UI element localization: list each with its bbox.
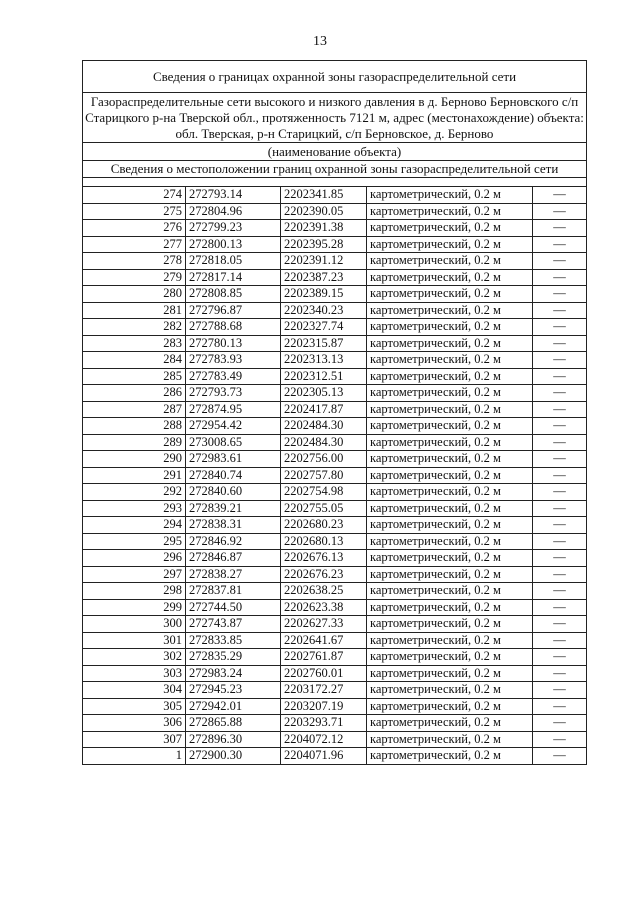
point-number: 294	[83, 517, 186, 534]
accuracy-note: —	[533, 533, 587, 550]
table-row	[83, 335, 586, 352]
coord-x: 272804.96	[186, 203, 281, 220]
coord-x: 272817.14	[186, 269, 281, 286]
table-row	[83, 467, 586, 484]
determination-method: картометрический, 0.2 м	[367, 302, 533, 319]
table-row	[83, 748, 586, 764]
point-number: 306	[83, 715, 186, 732]
accuracy-note: —	[533, 500, 587, 517]
table-row	[83, 187, 586, 203]
accuracy-note: —	[533, 385, 587, 402]
coord-y: 2202484.30	[281, 434, 367, 451]
point-number: 283	[83, 335, 186, 352]
accuracy-note: —	[533, 286, 587, 303]
determination-method: картометрический, 0.2 м	[367, 451, 533, 468]
table-row	[83, 352, 586, 369]
determination-method: картометрический, 0.2 м	[367, 286, 533, 303]
point-number: 289	[83, 434, 186, 451]
coord-y: 2202756.00	[281, 451, 367, 468]
table-row	[83, 302, 586, 319]
coord-x: 272942.01	[186, 698, 281, 715]
coord-y: 2202760.01	[281, 665, 367, 682]
coord-x: 272846.87	[186, 550, 281, 567]
point-number: 277	[83, 236, 186, 253]
table-row	[83, 715, 586, 732]
coord-y: 2202341.85	[281, 187, 367, 203]
coord-y: 2202327.74	[281, 319, 367, 336]
coord-x: 272783.93	[186, 352, 281, 369]
coord-x: 272808.85	[186, 286, 281, 303]
determination-method: картометрический, 0.2 м	[367, 566, 533, 583]
table-row	[83, 484, 586, 501]
determination-method: картометрический, 0.2 м	[367, 319, 533, 336]
table-row	[83, 253, 586, 270]
accuracy-note: —	[533, 715, 587, 732]
accuracy-note: —	[553, 748, 566, 762]
point-number: 304	[83, 682, 186, 699]
determination-method: картометрический, 0.2 м	[367, 236, 533, 253]
determination-method: картометрический, 0.2 м	[367, 187, 533, 203]
point-number: 305	[83, 698, 186, 715]
coord-y: 2202757.80	[281, 467, 367, 484]
coord-x: 272896.30	[186, 731, 281, 748]
table-row	[83, 517, 586, 534]
coord-x: 272783.49	[186, 368, 281, 385]
coord-x: 272743.87	[186, 616, 281, 633]
table-row	[83, 649, 586, 666]
location-heading: Сведения о местоположении границ охранной зоны газораспределительной сети	[83, 161, 586, 178]
determination-method: картометрический, 0.2 м	[367, 715, 533, 732]
point-number: 302	[83, 649, 186, 666]
coord-x: 272837.81	[186, 583, 281, 600]
accuracy-note: —	[533, 253, 587, 270]
point-number: 276	[83, 220, 186, 237]
coord-x: 272983.61	[186, 451, 281, 468]
coord-x: 272900.30	[186, 748, 281, 764]
determination-method: картометрический, 0.2 м	[367, 418, 533, 435]
determination-method: картометрический, 0.2 м	[367, 583, 533, 600]
determination-method: картометрический, 0.2 м	[367, 253, 533, 270]
coord-y: 2202680.23	[281, 517, 367, 534]
accuracy-note: —	[533, 434, 587, 451]
coord-x: 272846.92	[186, 533, 281, 550]
accuracy-note: —	[533, 731, 587, 748]
point-number: 296	[83, 550, 186, 567]
coord-y: 2202313.13	[281, 352, 367, 369]
coord-x: 272796.87	[186, 302, 281, 319]
determination-method: картометрический, 0.2 м	[367, 550, 533, 567]
determination-method: картометрический, 0.2 м	[367, 517, 533, 534]
point-number: 293	[83, 500, 186, 517]
accuracy-note: —	[533, 368, 587, 385]
coord-y: 2202627.33	[281, 616, 367, 633]
accuracy-note: —	[533, 599, 587, 616]
coord-x: 272840.74	[186, 467, 281, 484]
coord-y: 2204072.12	[281, 731, 367, 748]
coord-y: 2202305.13	[281, 385, 367, 402]
coord-x: 272799.23	[186, 220, 281, 237]
coord-x: 272744.50	[186, 599, 281, 616]
table-row	[83, 616, 586, 633]
point-number: 301	[83, 632, 186, 649]
coord-y: 2203172.27	[281, 682, 367, 699]
coord-x: 272865.88	[186, 715, 281, 732]
point-number: 274	[83, 187, 186, 203]
coord-y: 2202641.67	[281, 632, 367, 649]
determination-method: картометрический, 0.2 м	[367, 748, 533, 764]
determination-method: картометрический, 0.2 м	[367, 731, 533, 748]
table-row	[83, 418, 586, 435]
table-row	[83, 236, 586, 253]
determination-method: картометрический, 0.2 м	[367, 599, 533, 616]
accuracy-note: —	[533, 665, 587, 682]
determination-method: картометрический, 0.2 м	[367, 368, 533, 385]
table-row	[83, 220, 586, 237]
table-row	[83, 566, 586, 583]
coord-y: 2202391.12	[281, 253, 367, 270]
coord-x: 272800.13	[186, 236, 281, 253]
determination-method: картометрический, 0.2 м	[367, 335, 533, 352]
point-number: 297	[83, 566, 186, 583]
coord-x: 272954.42	[186, 418, 281, 435]
table-row	[83, 434, 586, 451]
table-row	[83, 451, 586, 468]
coord-y: 2204071.96	[281, 748, 367, 764]
coord-x: 272983.24	[186, 665, 281, 682]
point-number: 286	[83, 385, 186, 402]
table-row	[83, 665, 586, 682]
coord-x: 272793.14	[186, 187, 281, 203]
coord-y: 2202638.25	[281, 583, 367, 600]
accuracy-note: —	[533, 302, 587, 319]
table-row	[83, 632, 586, 649]
coord-y: 2202484.30	[281, 418, 367, 435]
coord-y: 2202312.51	[281, 368, 367, 385]
accuracy-note: —	[533, 583, 587, 600]
coord-y: 2202417.87	[281, 401, 367, 418]
coord-y: 2202754.98	[281, 484, 367, 501]
table-row	[83, 550, 586, 567]
coord-x: 272788.68	[186, 319, 281, 336]
determination-method: картометрический, 0.2 м	[367, 467, 533, 484]
coord-y: 2202676.13	[281, 550, 367, 567]
table-row	[83, 401, 586, 418]
determination-method: картометрический, 0.2 м	[367, 649, 533, 666]
accuracy-note: —	[533, 203, 587, 220]
table-row	[83, 731, 586, 748]
coord-y: 2202395.28	[281, 236, 367, 253]
table-row	[83, 269, 586, 286]
accuracy-note: —	[533, 467, 587, 484]
determination-method: картометрический, 0.2 м	[367, 269, 533, 286]
object-caption: (наименование объекта)	[83, 143, 586, 161]
table-row	[83, 286, 586, 303]
point-number: 281	[83, 302, 186, 319]
accuracy-note: —	[533, 550, 587, 567]
point-number: 280	[83, 286, 186, 303]
determination-method: картометрический, 0.2 м	[367, 682, 533, 699]
coord-x: 272793.73	[186, 385, 281, 402]
point-number: 1	[83, 748, 186, 764]
accuracy-note: —	[533, 682, 587, 699]
point-number: 290	[83, 451, 186, 468]
table-row	[83, 203, 586, 220]
point-number: 284	[83, 352, 186, 369]
accuracy-note: —	[533, 187, 587, 203]
accuracy-note: —	[533, 269, 587, 286]
accuracy-note: —	[533, 451, 587, 468]
coord-y: 2202387.23	[281, 269, 367, 286]
coordinates-table	[83, 187, 586, 764]
point-number: 307	[83, 731, 186, 748]
table-row	[83, 682, 586, 699]
coord-x: 272780.13	[186, 335, 281, 352]
table-row	[83, 698, 586, 715]
coord-y: 2202315.87	[281, 335, 367, 352]
determination-method: картометрический, 0.2 м	[367, 616, 533, 633]
coord-y: 2203207.19	[281, 698, 367, 715]
coord-x: 272945.23	[186, 682, 281, 699]
accuracy-note: —	[533, 566, 587, 583]
accuracy-note: —	[533, 335, 587, 352]
section-title: Сведения о границах охранной зоны газораспределительной сети	[83, 61, 586, 93]
object-name: Газораспределительные сети высокого и низкого давления в д. Берново Берновского с/п Старицкого р-на Тверской обл., протяженность 7121 м, адрес (местонахождение) объекта: обл. Тверская, р-н Старицкий, с/п Берновское, д. Берново	[83, 93, 586, 143]
coord-y: 2202676.23	[281, 566, 367, 583]
accuracy-note: —	[533, 517, 587, 534]
accuracy-note: —	[533, 352, 587, 369]
coord-x: 273008.65	[186, 434, 281, 451]
table-row	[83, 533, 586, 550]
point-number: 285	[83, 368, 186, 385]
determination-method: картометрический, 0.2 м	[367, 665, 533, 682]
determination-method: картометрический, 0.2 м	[367, 500, 533, 517]
determination-method: картометрический, 0.2 м	[367, 352, 533, 369]
accuracy-note: —	[533, 484, 587, 501]
accuracy-note: —	[533, 401, 587, 418]
accuracy-note: —	[533, 632, 587, 649]
determination-method: картометрический, 0.2 м	[367, 385, 533, 402]
coord-y: 2202340.23	[281, 302, 367, 319]
accuracy-note: —	[533, 319, 587, 336]
coord-x: 272838.27	[186, 566, 281, 583]
table-row	[83, 500, 586, 517]
coord-y: 2202680.13	[281, 533, 367, 550]
accuracy-note: —	[533, 418, 587, 435]
coord-y: 2203293.71	[281, 715, 367, 732]
point-number: 292	[83, 484, 186, 501]
determination-method: картометрический, 0.2 м	[367, 220, 533, 237]
protection-zone-table	[82, 60, 587, 765]
determination-method: картометрический, 0.2 м	[367, 401, 533, 418]
coord-y: 2202391.38	[281, 220, 367, 237]
coord-x: 272874.95	[186, 401, 281, 418]
table-row	[83, 385, 586, 402]
point-number: 298	[83, 583, 186, 600]
point-number: 303	[83, 665, 186, 682]
determination-method: картометрический, 0.2 м	[367, 434, 533, 451]
point-number: 275	[83, 203, 186, 220]
coord-y: 2202390.05	[281, 203, 367, 220]
point-number: 291	[83, 467, 186, 484]
determination-method: картометрический, 0.2 м	[367, 203, 533, 220]
accuracy-note: —	[533, 220, 587, 237]
accuracy-note: —	[533, 236, 587, 253]
coord-x: 272838.31	[186, 517, 281, 534]
coord-y: 2202755.05	[281, 500, 367, 517]
point-number: 299	[83, 599, 186, 616]
coord-x: 272839.21	[186, 500, 281, 517]
coord-y: 2202761.87	[281, 649, 367, 666]
accuracy-note: —	[533, 616, 587, 633]
determination-method: картометрический, 0.2 м	[367, 484, 533, 501]
accuracy-note: —	[533, 649, 587, 666]
table-row	[83, 599, 586, 616]
table-spacer	[83, 178, 586, 187]
determination-method: картометрический, 0.2 м	[367, 632, 533, 649]
point-number: 295	[83, 533, 186, 550]
coord-x: 272818.05	[186, 253, 281, 270]
point-number: 288	[83, 418, 186, 435]
coordinates-body	[83, 187, 586, 764]
table-row	[83, 368, 586, 385]
coord-x: 272840.60	[186, 484, 281, 501]
determination-method: картометрический, 0.2 м	[367, 533, 533, 550]
coord-x: 272835.29	[186, 649, 281, 666]
point-number: 279	[83, 269, 186, 286]
coord-y: 2202623.38	[281, 599, 367, 616]
point-number: 282	[83, 319, 186, 336]
determination-method: картометрический, 0.2 м	[367, 698, 533, 715]
table-row	[83, 319, 586, 336]
point-number: 300	[83, 616, 186, 633]
accuracy-note: —	[533, 698, 587, 715]
coord-y: 2202389.15	[281, 286, 367, 303]
coord-x: 272833.85	[186, 632, 281, 649]
point-number: 278	[83, 253, 186, 270]
point-number: 287	[83, 401, 186, 418]
table-row	[83, 583, 586, 600]
page-number: 13	[313, 34, 327, 49]
